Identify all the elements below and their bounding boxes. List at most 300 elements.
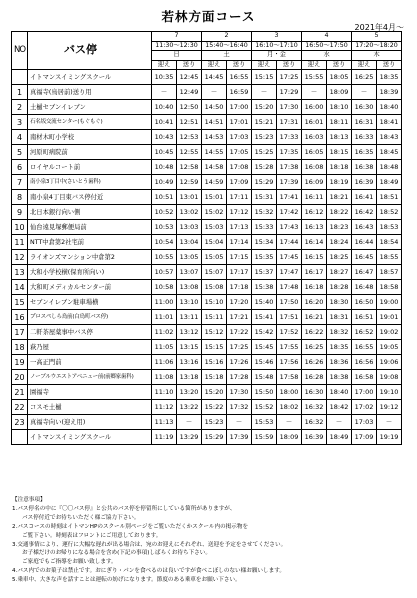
dropoff-time: 18:30: [327, 295, 352, 310]
stop-name: ロイヤルコート前: [28, 160, 152, 175]
table-row: [12, 385, 402, 400]
stop-name: 真福寺(鳥居前)送り用: [28, 85, 152, 100]
pickup-header: 迎え: [252, 60, 277, 70]
row-number: 21: [12, 385, 28, 400]
dropoff-time: 18:36: [327, 355, 352, 370]
dropoff-time: 13:04: [177, 235, 202, 250]
dropoff-time: 13:02: [177, 205, 202, 220]
stop-name: 一高正門前: [28, 355, 152, 370]
group-number: 5: [352, 32, 402, 42]
pickup-time: 10:35: [152, 70, 177, 85]
pickup-time: 16:30: [352, 100, 377, 115]
stop-name: プロスペしら鳥前(白鳥町バス停): [28, 310, 152, 325]
dropoff-time: 17:01: [227, 115, 252, 130]
dropoff-time: 17:29: [277, 85, 302, 100]
pickup-time: 16:18: [302, 280, 327, 295]
row-number: 3: [12, 115, 28, 130]
pickup-time: 15:55: [302, 70, 327, 85]
pickup-time: 15:33: [252, 220, 277, 235]
stop-name: ノーブルウエストアベニュー前(前郷家歯科): [28, 370, 152, 385]
dropoff-time: 17:05: [227, 145, 252, 160]
pickup-time: 15:35: [252, 250, 277, 265]
row-number: 4: [12, 130, 28, 145]
pickup-time: 14:53: [202, 130, 227, 145]
pickup-time: 14:50: [202, 100, 227, 115]
stop-name: 南小泉3丁目中(さいとう歯科): [28, 175, 152, 190]
dropoff-time: 18:22: [327, 205, 352, 220]
dropoff-time: 13:03: [177, 220, 202, 235]
page-title: 若林方面コース: [161, 9, 256, 24]
table-row: [12, 265, 402, 280]
pickup-time: 10:57: [152, 265, 177, 280]
dropoff-time: 13:29: [177, 430, 202, 445]
dropoff-time: 12:51: [177, 115, 202, 130]
dropoff-time: 17:13: [227, 220, 252, 235]
pickup-time: 11:12: [152, 400, 177, 415]
pickup-time: 11:06: [152, 355, 177, 370]
dropoff-time: 18:15: [327, 145, 352, 160]
dropoff-time: 13:01: [177, 190, 202, 205]
pickup-header: 迎え: [202, 60, 227, 70]
group-time: 11:30～12:30: [152, 41, 202, 51]
row-number: 11: [12, 235, 28, 250]
pickup-time: 15:52: [252, 400, 277, 415]
dropoff-time: 13:18: [177, 370, 202, 385]
dropoff-time: 16:55: [227, 70, 252, 85]
table-row: [12, 160, 402, 175]
pickup-time: 16:08: [302, 160, 327, 175]
dropoff-time: 17:09: [227, 175, 252, 190]
stop-name: ライオンズマンション中倉第2: [28, 250, 152, 265]
pickup-time: 16:22: [302, 325, 327, 340]
row-number: 7: [12, 175, 28, 190]
dropoff-time: 18:05: [327, 70, 352, 85]
pickup-time: 15:02: [202, 205, 227, 220]
pickup-time: 15:53: [252, 415, 277, 430]
pickup-time: 15:05: [202, 250, 227, 265]
dropoff-time: 18:49: [377, 175, 402, 190]
dropoff-time: 17:31: [277, 115, 302, 130]
table-row: [12, 235, 402, 250]
dropoff-time: 18:53: [377, 220, 402, 235]
pickup-time: 16:45: [352, 250, 377, 265]
pickup-time: 10:51: [152, 190, 177, 205]
pickup-header: 迎え: [352, 60, 377, 70]
row-number: 18: [12, 340, 28, 355]
pickup-time: 15:29: [252, 175, 277, 190]
pickup-time: 16:25: [352, 70, 377, 85]
table-row: [12, 70, 402, 85]
row-number: 15: [12, 295, 28, 310]
dropoff-time: 19:08: [377, 370, 402, 385]
pickup-time: 10:49: [152, 175, 177, 190]
pickup-time: 16:35: [352, 145, 377, 160]
pickup-time: －: [152, 85, 177, 100]
dropoff-time: 17:26: [227, 355, 252, 370]
pickup-time: 15:01: [202, 190, 227, 205]
pickup-time: 11:10: [152, 385, 177, 400]
pickup-time: 15:08: [202, 280, 227, 295]
table-row: [12, 100, 402, 115]
dropoff-time: 18:11: [327, 115, 352, 130]
pickup-time: 16:32: [302, 400, 327, 415]
pickup-time: 11:00: [152, 295, 177, 310]
pickup-time: 17:03: [352, 415, 377, 430]
dropoff-time: 18:39: [377, 85, 402, 100]
dropoff-time: 18:51: [377, 190, 402, 205]
row-number: 23: [12, 415, 28, 430]
dropoff-time: 17:38: [277, 160, 302, 175]
dropoff-time: 19:10: [377, 385, 402, 400]
stop-name: イトマンスイミングスクール: [28, 430, 152, 445]
dropoff-time: 12:49: [177, 85, 202, 100]
pickup-time: 10:52: [152, 205, 177, 220]
group-time: 16:10～17:10: [252, 41, 302, 51]
dropoff-time: 18:52: [377, 205, 402, 220]
note-line: お子様だけのお帰りになる場合を含め(下記の事項)しばらくお待ち下さい。: [22, 550, 211, 557]
pickup-time: 15:38: [252, 280, 277, 295]
row-number: 1: [12, 85, 28, 100]
pickup-time: 15:50: [252, 385, 277, 400]
pickup-time: 15:21: [252, 115, 277, 130]
table-row: [12, 250, 402, 265]
table-row: [12, 400, 402, 415]
dropoff-time: 17:20: [227, 295, 252, 310]
group-time: 16:50～17:50: [302, 41, 352, 51]
dropoff-time: 17:43: [277, 220, 302, 235]
dropoff-time: 17:28: [227, 370, 252, 385]
timetable-body: [12, 70, 402, 445]
pickup-time: 15:34: [252, 235, 277, 250]
dropoff-time: 18:40: [327, 385, 352, 400]
row-number: 22: [12, 400, 28, 415]
pickup-time: 14:51: [202, 115, 227, 130]
pickup-time: 16:14: [302, 235, 327, 250]
dropoff-time: 17:11: [227, 190, 252, 205]
row-number: [12, 70, 28, 85]
pickup-time: 16:50: [352, 295, 377, 310]
table-row: [12, 325, 402, 340]
table-row: [12, 190, 402, 205]
table-row: [12, 310, 402, 325]
note-line: ご家庭でもご指導をお願い致します。: [22, 559, 117, 566]
pickup-time: 15:29: [202, 430, 227, 445]
effective-date: 2021年4月～: [354, 23, 404, 32]
pickup-time: 16:21: [302, 310, 327, 325]
dropoff-time: 17:52: [277, 325, 302, 340]
row-number: 17: [12, 325, 28, 340]
pickup-time: 15:59: [252, 430, 277, 445]
pickup-time: 15:48: [252, 370, 277, 385]
dropoff-time: 13:10: [177, 295, 202, 310]
dropoff-time: 17:48: [277, 280, 302, 295]
dropoff-time: 18:38: [327, 370, 352, 385]
table-row: [12, 355, 402, 370]
pickup-time: 16:52: [352, 325, 377, 340]
dropoff-time: 18:09: [277, 430, 302, 445]
dropoff-time: －: [227, 415, 252, 430]
dropoff-time: 17:45: [277, 250, 302, 265]
dropoff-header: 送り: [277, 60, 302, 70]
dropoff-time: 17:22: [227, 325, 252, 340]
dropoff-time: 16:59: [227, 85, 252, 100]
pickup-time: 16:39: [302, 430, 327, 445]
stop-name: 仙台遠見塚郵便局前: [28, 220, 152, 235]
row-number: 2: [12, 100, 28, 115]
row-number: 19: [12, 355, 28, 370]
pickup-time: 15:15: [252, 70, 277, 85]
pickup-time: 15:40: [252, 295, 277, 310]
dropoff-time: 18:57: [377, 265, 402, 280]
pickup-time: 16:00: [302, 100, 327, 115]
dropoff-time: 13:16: [177, 355, 202, 370]
dropoff-time: 18:10: [327, 100, 352, 115]
group-number: 2: [202, 32, 252, 42]
pickup-time: 10:45: [152, 145, 177, 160]
pickup-time: 16:44: [352, 235, 377, 250]
dropoff-time: 19:02: [377, 325, 402, 340]
pickup-time: 17:00: [352, 385, 377, 400]
dropoff-time: 13:22: [177, 400, 202, 415]
row-number: 20: [12, 370, 28, 385]
dropoff-time: 19:00: [377, 295, 402, 310]
pickup-time: 16:20: [302, 295, 327, 310]
pickup-time: 16:38: [352, 160, 377, 175]
pickup-time: 14:58: [202, 160, 227, 175]
header-bus-stop: バス停: [28, 32, 152, 70]
stop-name: 萩乃屋: [28, 340, 152, 355]
note-line: バス停付近でお待ちいただく様ご協力下さい。: [22, 514, 140, 521]
dropoff-time: 18:25: [327, 250, 352, 265]
stop-name: イトマンスイミングスクール: [28, 70, 152, 85]
dropoff-time: 18:42: [327, 400, 352, 415]
pickup-time: 16:43: [352, 220, 377, 235]
dropoff-time: 19:12: [377, 400, 402, 415]
dropoff-time: 18:13: [327, 130, 352, 145]
dropoff-time: －: [327, 415, 352, 430]
table-row: [12, 220, 402, 235]
dropoff-time: 17:03: [227, 130, 252, 145]
note-line: 3.交通事情により、運行に大幅な遅れが出る場合は、宛のお迎えにそれぞれ、送迎を予定をさせてください。: [12, 541, 287, 548]
pickup-time: 10:54: [152, 235, 177, 250]
dropoff-time: 18:09: [327, 85, 352, 100]
dropoff-time: 18:43: [377, 130, 402, 145]
dropoff-time: 17:33: [277, 130, 302, 145]
pickup-time: 10:48: [152, 160, 177, 175]
dropoff-time: 13:12: [177, 325, 202, 340]
dropoff-time: 18:35: [327, 340, 352, 355]
notes-heading: 【注意事項】: [12, 497, 46, 503]
table-row: [12, 295, 402, 310]
pickup-time: 14:45: [202, 70, 227, 85]
table-row: [12, 205, 402, 220]
dropoff-time: 18:28: [327, 280, 352, 295]
pickup-time: 15:07: [202, 265, 227, 280]
group-day: 月・金: [252, 51, 302, 61]
pickup-time: 16:55: [352, 340, 377, 355]
pickup-time: 16:15: [302, 250, 327, 265]
pickup-time: 16:32: [302, 415, 327, 430]
dropoff-time: 18:21: [327, 190, 352, 205]
pickup-time: 17:09: [352, 430, 377, 445]
dropoff-time: 17:25: [227, 340, 252, 355]
pickup-time: 16:51: [352, 310, 377, 325]
dropoff-time: 17:39: [277, 175, 302, 190]
row-number: 10: [12, 220, 28, 235]
stop-name: 二軒茶屋薬事中バス停: [28, 325, 152, 340]
stop-name: 大和町メディカルセンター前: [28, 280, 152, 295]
stop-name: コスモ土樋: [28, 400, 152, 415]
row-number: 14: [12, 280, 28, 295]
pickup-time: 15:20: [202, 385, 227, 400]
pickup-time: 16:48: [352, 280, 377, 295]
table-row: [12, 430, 402, 445]
pickup-time: 15:11: [202, 310, 227, 325]
dropoff-time: 12:45: [177, 70, 202, 85]
pickup-time: 10:55: [152, 250, 177, 265]
dropoff-time: 18:45: [377, 145, 402, 160]
dropoff-header: 送り: [227, 60, 252, 70]
dropoff-time: 17:39: [227, 430, 252, 445]
pickup-time: 15:23: [252, 130, 277, 145]
dropoff-time: 18:49: [327, 430, 352, 445]
dropoff-time: 17:51: [277, 310, 302, 325]
dropoff-time: 13:20: [177, 385, 202, 400]
group-day: 日: [152, 51, 202, 61]
pickup-time: 10:43: [152, 130, 177, 145]
pickup-time: 15:25: [252, 145, 277, 160]
pickup-time: 15:32: [252, 205, 277, 220]
table-row: [12, 145, 402, 160]
group-day: 土: [202, 51, 252, 61]
notes-section: [12, 496, 406, 585]
pickup-time: 15:46: [252, 355, 277, 370]
dropoff-header: 送り: [377, 60, 402, 70]
dropoff-time: 17:41: [277, 190, 302, 205]
group-time: 17:20～18:20: [352, 41, 402, 51]
dropoff-time: 13:08: [177, 280, 202, 295]
stop-name: 南小泉4丁目東バス停付近: [28, 190, 152, 205]
pickup-time: －: [252, 85, 277, 100]
group-day: 水: [302, 51, 352, 61]
dropoff-time: 18:32: [327, 325, 352, 340]
note-line: 1.バス停名の中に『〇〇バス停』と公共のバス停を停留所にしている箇所がありますが、: [12, 505, 236, 512]
table-row: [12, 415, 402, 430]
pickup-time: 16:03: [302, 130, 327, 145]
pickup-time: 10:58: [152, 280, 177, 295]
pickup-time: 15:16: [202, 355, 227, 370]
pickup-time: 15:41: [252, 310, 277, 325]
row-number: 5: [12, 145, 28, 160]
dropoff-time: 18:00: [277, 385, 302, 400]
dropoff-time: 19:19: [377, 430, 402, 445]
dropoff-time: 17:14: [227, 235, 252, 250]
pickup-time: 16:26: [302, 355, 327, 370]
pickup-time: 16:05: [302, 145, 327, 160]
pickup-header: 迎え: [302, 60, 327, 70]
dropoff-time: 17:47: [277, 265, 302, 280]
dropoff-time: 17:58: [277, 370, 302, 385]
dropoff-time: 19:06: [377, 355, 402, 370]
stop-name: 河原町病院前: [28, 145, 152, 160]
pickup-time: 15:31: [252, 190, 277, 205]
pickup-time: 10:41: [152, 115, 177, 130]
dropoff-time: 18:27: [327, 265, 352, 280]
row-number: 8: [12, 190, 28, 205]
dropoff-time: 12:50: [177, 100, 202, 115]
stop-name: 北日本銀行向い側: [28, 205, 152, 220]
pickup-time: 16:41: [352, 190, 377, 205]
pickup-time: 10:40: [152, 100, 177, 115]
table-row: [12, 130, 402, 145]
dropoff-time: 17:08: [227, 160, 252, 175]
dropoff-time: 17:30: [277, 100, 302, 115]
dropoff-time: 18:02: [277, 400, 302, 415]
pickup-time: 16:58: [352, 370, 377, 385]
dropoff-time: 18:31: [327, 310, 352, 325]
dropoff-time: 17:32: [227, 400, 252, 415]
dropoff-time: 13:11: [177, 310, 202, 325]
pickup-time: 11:08: [152, 370, 177, 385]
dropoff-time: 13:07: [177, 265, 202, 280]
dropoff-time: 12:55: [177, 145, 202, 160]
pickup-time: 16:28: [302, 370, 327, 385]
group-number: 7: [152, 32, 202, 42]
dropoff-time: 17:35: [277, 145, 302, 160]
pickup-time: 16:56: [352, 355, 377, 370]
pickup-time: 15:18: [202, 370, 227, 385]
pickup-time: 15:15: [202, 340, 227, 355]
pickup-time: 15:45: [252, 340, 277, 355]
pickup-time: 15:04: [202, 235, 227, 250]
group-number: 4: [302, 32, 352, 42]
stop-name: NTT中倉第2社宅前: [28, 235, 152, 250]
pickup-time: 15:12: [202, 325, 227, 340]
pickup-time: 15:37: [252, 265, 277, 280]
dropoff-header: 送り: [327, 60, 352, 70]
pickup-time: 16:33: [352, 130, 377, 145]
dropoff-time: 19:01: [377, 310, 402, 325]
stop-name: 真福寺向い(迎え用): [28, 415, 152, 430]
pickup-time: 16:31: [352, 115, 377, 130]
group-time: 15:40～16:40: [202, 41, 252, 51]
stop-name: 土樋セブンイレブン: [28, 100, 152, 115]
pickup-time: 15:20: [252, 100, 277, 115]
dropoff-time: －: [377, 415, 402, 430]
table-row: [12, 85, 402, 100]
pickup-time: 16:13: [302, 220, 327, 235]
dropoff-time: 18:24: [327, 235, 352, 250]
dropoff-time: 18:18: [327, 160, 352, 175]
dropoff-time: 18:41: [377, 115, 402, 130]
table-row: [12, 370, 402, 385]
pickup-time: 11:02: [152, 325, 177, 340]
pickup-time: 15:42: [252, 325, 277, 340]
dropoff-time: 18:23: [327, 220, 352, 235]
dropoff-time: 17:44: [277, 235, 302, 250]
dropoff-time: 12:59: [177, 175, 202, 190]
dropoff-time: 12:58: [177, 160, 202, 175]
pickup-time: 16:01: [302, 115, 327, 130]
row-number: 12: [12, 250, 28, 265]
pickup-time: 16:42: [352, 205, 377, 220]
pickup-time: 10:53: [152, 220, 177, 235]
dropoff-time: 13:15: [177, 340, 202, 355]
dropoff-time: 18:35: [377, 70, 402, 85]
table-row: [12, 340, 402, 355]
dropoff-time: 17:55: [277, 340, 302, 355]
pickup-time: 16:12: [302, 205, 327, 220]
